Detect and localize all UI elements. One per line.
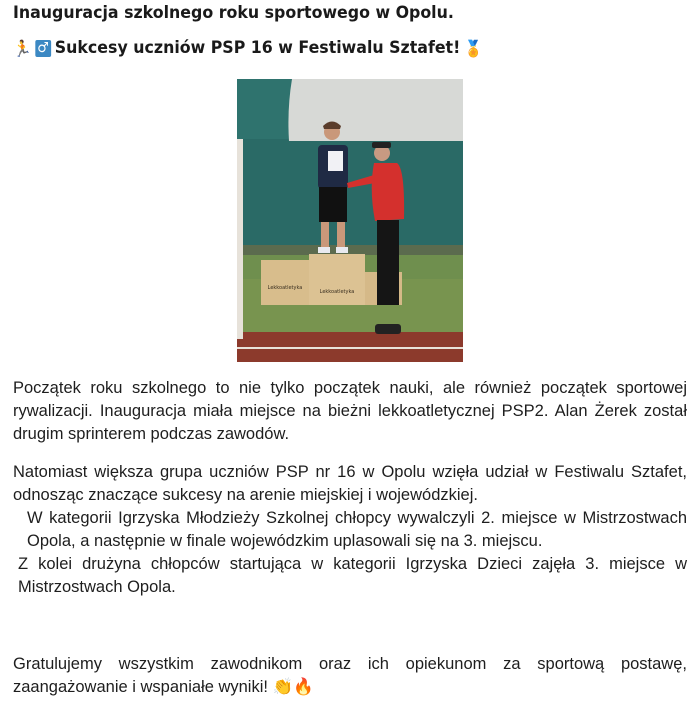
article-photo [237, 79, 463, 362]
congratulations-text: Gratulujemy wszystkim zawodnikom oraz ich opiekunom za sportową postawę, zaangażowanie i wspaniałe wyniki! [13, 655, 687, 696]
article-title: Inauguracja szkolnego roku sportowego w Opolu. [13, 3, 454, 23]
paragraph-congratulations [13, 653, 687, 699]
male-sign-icon: ♂ [35, 40, 51, 57]
paragraph-text: W kategorii Igrzyska Młodzieży Szkolnej chłopcy wywalczyli 2. miejsce w Mistrzostwach Opola, a następnie w finale wojewódzkim uplasowali się na 3. miejscu. [27, 509, 687, 550]
article-subtitle [13, 38, 483, 58]
running-person-icon: 🏃 [13, 38, 32, 58]
clapping-fire-icons: 👏🔥 [272, 678, 314, 696]
paragraph-text: Początek roku szkolnego to nie tylko początek nauki, ale również początek sportowej rywalizacji. Inauguracja miała miejsce na bieżni lekkoatletycznej PSP2. Alan Żerek został drugim sprinterem podczas zawodów. [13, 379, 687, 443]
podium-ceremony-image [237, 79, 463, 362]
paragraph-text: Natomiast większa grupa uczniów PSP nr 16 w Opolu wzięła udział w Festiwalu Sztafet, odnosząc znaczące sukcesy na arenie miejskiej i wojewódzkiej. [13, 463, 687, 504]
subtitle-text: Sukcesy uczniów PSP 16 w Festiwalu Sztafet! [54, 38, 461, 58]
paragraph-text: Z kolei drużyna chłopców startująca w kategorii Igrzyska Dzieci zajęła 3. miejsce w Mistrzostwach Opola. [18, 555, 687, 596]
svg-text:Lekkoatletyka: Lekkoatletyka [267, 285, 303, 291]
paragraph-results [13, 461, 687, 599]
paragraph-intro [13, 377, 687, 446]
svg-text:Lekkoatletyka: Lekkoatletyka [319, 289, 355, 295]
medal-icon: 🏅 [464, 38, 483, 58]
paragraph-text [13, 653, 687, 699]
